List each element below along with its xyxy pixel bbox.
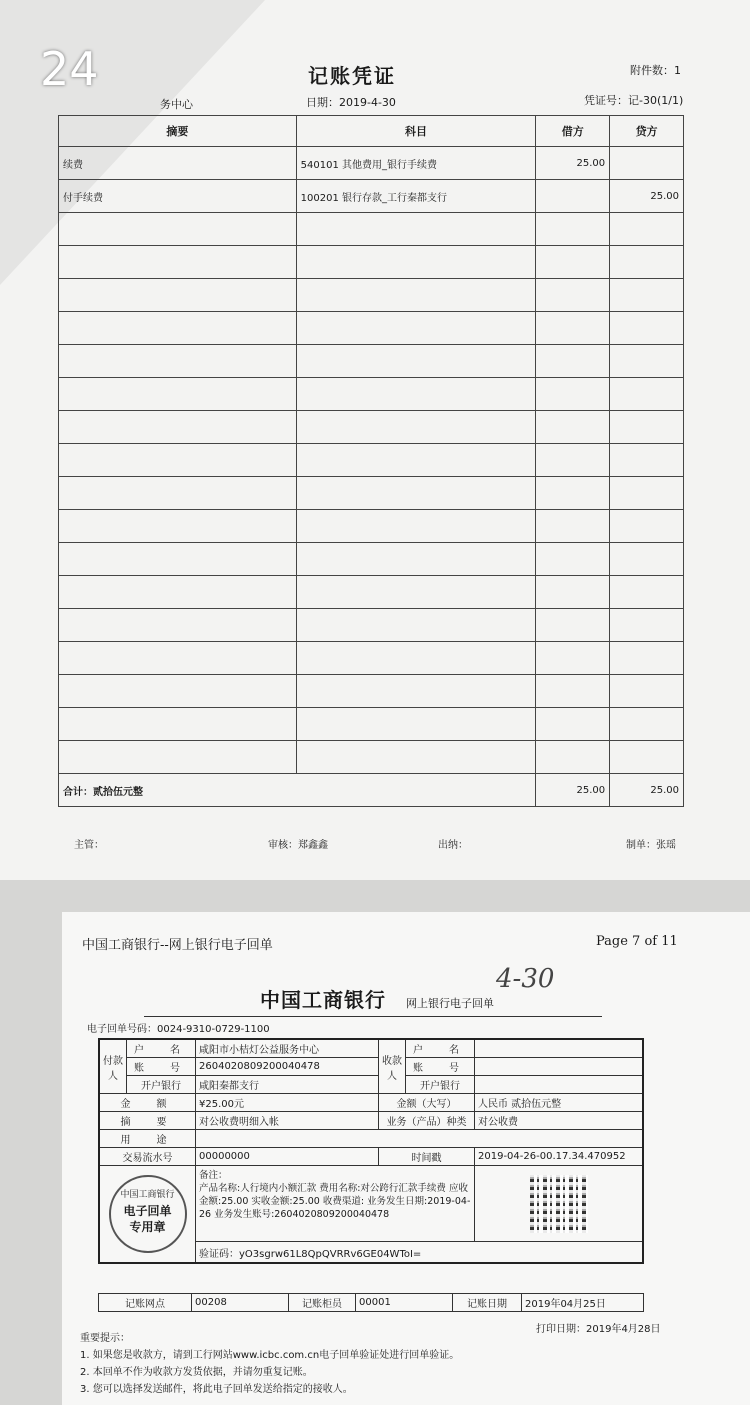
empty-cell [610,345,684,378]
empty-cell [59,609,297,642]
empty-cell [610,444,684,477]
empty-row [59,576,684,609]
payer-label: 付款人 [99,1039,127,1094]
teller: 00001 [356,1294,453,1312]
empty-cell [610,708,684,741]
empty-row [59,312,684,345]
voucher-org: 务中心 [160,98,193,111]
empty-cell [59,543,297,576]
empty-cell [296,312,536,345]
empty-cell [59,246,297,279]
reviewer: 审核：郑鑫鑫 [268,840,328,851]
payer-account-label: 账 号 [127,1058,196,1076]
col-summary: 摘要 [59,116,297,147]
book-date-label: 记账日期 [453,1294,522,1312]
empty-cell [610,510,684,543]
cashier: 出纳： [438,840,468,851]
payee-bank [475,1076,644,1094]
empty-cell [610,246,684,279]
payee-bank-label: 开户银行 [406,1076,475,1094]
receipt-header: 中国工商银行--网上银行电子回单 [82,938,273,953]
payee-name-label: 户 名 [406,1039,475,1058]
empty-cell [610,477,684,510]
empty-cell [610,675,684,708]
empty-cell [59,675,297,708]
row-credit: 25.00 [610,180,684,213]
branch: 00208 [192,1294,289,1312]
empty-row [59,213,684,246]
empty-cell [296,510,536,543]
voucher-title: 记账凭证 [308,64,396,88]
remarks: 产品名称:人行境内小额汇款 费用名称:对公跨行汇款手续费 应收金额:25.00 实收金额:25.00 收费渠道: 业务发生日期:2019-04-26 业务发生账号:2604020809200040478 [199,1183,471,1220]
payee-label: 收款人 [379,1039,406,1094]
empty-cell [59,741,297,774]
purpose [196,1130,644,1148]
empty-cell [536,675,610,708]
empty-row [59,378,684,411]
bank-stamp [109,1175,187,1253]
empty-row [59,675,684,708]
col-credit: 贷方 [610,116,684,147]
title-underline [144,1016,602,1017]
empty-cell [536,246,610,279]
payee-name [475,1039,644,1058]
empty-cell [610,378,684,411]
empty-row [59,279,684,312]
empty-cell [536,510,610,543]
note-item: 1. 如果您是收款方，请到工行网站www.icbc.com.cn电子回单验证处进行回单验证。 [80,1350,460,1361]
empty-cell [296,213,536,246]
empty-cell [59,510,297,543]
empty-row [59,708,684,741]
empty-cell [536,708,610,741]
purpose-label: 用 途 [99,1130,196,1148]
row-account: 100201 银行存款_工行秦都支行 [296,180,536,213]
qr-cell [475,1166,644,1242]
empty-cell [536,741,610,774]
empty-cell [536,345,610,378]
stamp-cell [99,1166,196,1264]
handwritten-date: 4-30 [496,964,555,994]
empty-row [59,741,684,774]
amount-label: 金 额 [99,1094,196,1112]
payer-bank-label: 开户银行 [127,1076,196,1094]
empty-cell [536,378,610,411]
empty-cell [610,213,684,246]
maker: 制单：张瑶 [626,840,676,851]
empty-cell [536,279,610,312]
empty-cell [296,345,536,378]
row-summary: 续费 [59,147,297,180]
timestamp: 2019-04-26-00.17.34.470952 [475,1148,644,1166]
empty-cell [59,411,297,444]
empty-row [59,543,684,576]
empty-cell [59,378,297,411]
payee-account [475,1058,644,1076]
summary-label: 摘 要 [99,1112,196,1130]
empty-cell [610,642,684,675]
empty-row [59,510,684,543]
empty-cell [536,213,610,246]
notes-title: 重要提示： [80,1333,130,1344]
voucher-table [58,115,684,807]
empty-cell [610,411,684,444]
col-account: 科目 [296,116,536,147]
empty-cell [536,411,610,444]
bank-receipt [62,912,750,1405]
receipt-table [98,1038,644,1264]
stamp-mid1: 电子回单 [123,1204,172,1218]
empty-cell [59,576,297,609]
notes [80,1330,459,1398]
row-account: 540101 其他费用_银行手续费 [296,147,536,180]
empty-row [59,444,684,477]
empty-cell [610,543,684,576]
amount-cn-label: 金额（大写） [379,1094,475,1112]
empty-cell [610,312,684,345]
table-row [59,180,684,213]
row-debit: 25.00 [536,147,610,180]
payer-bank: 咸阳秦都支行 [196,1076,379,1094]
note-item: 3. 您可以选择发送邮件，将此电子回单发送给指定的接收人。 [80,1384,353,1395]
voucher-date: 日期：2019-4-30 [306,96,396,109]
empty-cell [536,543,610,576]
note-item: 2. 本回单不作为收款方发货依据，并请勿重复记账。 [80,1367,313,1378]
empty-cell [610,279,684,312]
serial-label: 交易流水号 [99,1148,196,1166]
stamp-mid2: 专用章 [129,1220,166,1234]
empty-row [59,411,684,444]
amount-cn: 人民币 贰拾伍元整 [475,1094,644,1112]
empty-cell [296,576,536,609]
empty-cell [296,675,536,708]
remarks-cell [196,1166,475,1242]
teller-label: 记账柜员 [289,1294,356,1312]
payer-account: 2604020809200040478 [196,1058,379,1076]
empty-cell [296,279,536,312]
empty-cell [296,708,536,741]
supervisor: 主管： [74,840,104,851]
timestamp-label: 时间戳 [379,1148,475,1166]
qr-code-icon [530,1175,588,1233]
table-row [59,147,684,180]
empty-cell [296,378,536,411]
empty-cell [296,609,536,642]
empty-cell [296,543,536,576]
branch-label: 记账网点 [99,1294,192,1312]
total-row [59,774,684,807]
biz-type-label: 业务（产品）种类 [379,1112,475,1130]
empty-cell [296,411,536,444]
total-credit: 25.00 [610,774,684,807]
empty-cell [59,642,297,675]
verify-code: 验证码：yO3sgrw61L8QpQVRRv6GE04WToI= [196,1242,644,1263]
row-summary: 付手续费 [59,180,297,213]
empty-cell [59,213,297,246]
empty-cell [59,444,297,477]
empty-cell [610,609,684,642]
remarks-label: 备注： [199,1170,228,1181]
empty-row [59,609,684,642]
empty-cell [536,444,610,477]
voucher-number: 凭证号：记-30(1/1) [584,94,684,107]
stamp-top: 中国工商银行 [120,1190,175,1200]
payer-name-label: 户 名 [127,1039,196,1058]
row-credit [610,147,684,180]
empty-cell [296,642,536,675]
empty-cell [59,279,297,312]
receipt-subtitle: 网上银行电子回单 [406,997,494,1010]
payee-account-label: 账 号 [406,1058,475,1076]
bank-name: 中国工商银行 [260,988,386,1012]
empty-cell [536,576,610,609]
book-date: 2019年04月25日 [522,1294,644,1312]
empty-row [59,477,684,510]
receipt-page: Page 7 of 11 [596,934,678,949]
empty-cell [536,477,610,510]
empty-cell [59,708,297,741]
empty-row [59,642,684,675]
empty-cell [296,741,536,774]
empty-cell [536,609,610,642]
empty-cell [296,444,536,477]
receipt-footer-table [98,1293,644,1312]
empty-cell [610,741,684,774]
empty-cell [296,477,536,510]
serial: 00000000 [196,1148,379,1166]
summary: 对公收费明细入帐 [196,1112,379,1130]
amount: ¥25.00元 [196,1094,379,1112]
empty-cell [59,312,297,345]
empty-cell [296,246,536,279]
empty-row [59,246,684,279]
total-debit: 25.00 [536,774,610,807]
empty-cell [59,477,297,510]
empty-cell [536,642,610,675]
print-date: 打印日期：2019年4月28日 [536,1324,661,1335]
empty-row [59,345,684,378]
attachment-count: 附件数：1 [630,64,681,77]
empty-cell [536,312,610,345]
empty-cell [610,576,684,609]
payer-name: 咸阳市小桔灯公益服务中心 [196,1039,379,1058]
col-debit: 借方 [536,116,610,147]
receipt-number: 电子回单号码：0024-9310-0729-1100 [87,1024,270,1035]
biz-type: 对公收费 [475,1112,644,1130]
row-debit [536,180,610,213]
page-number: 24 [40,42,99,96]
total-label: 合计：贰拾伍元整 [59,774,536,807]
empty-cell [59,345,297,378]
